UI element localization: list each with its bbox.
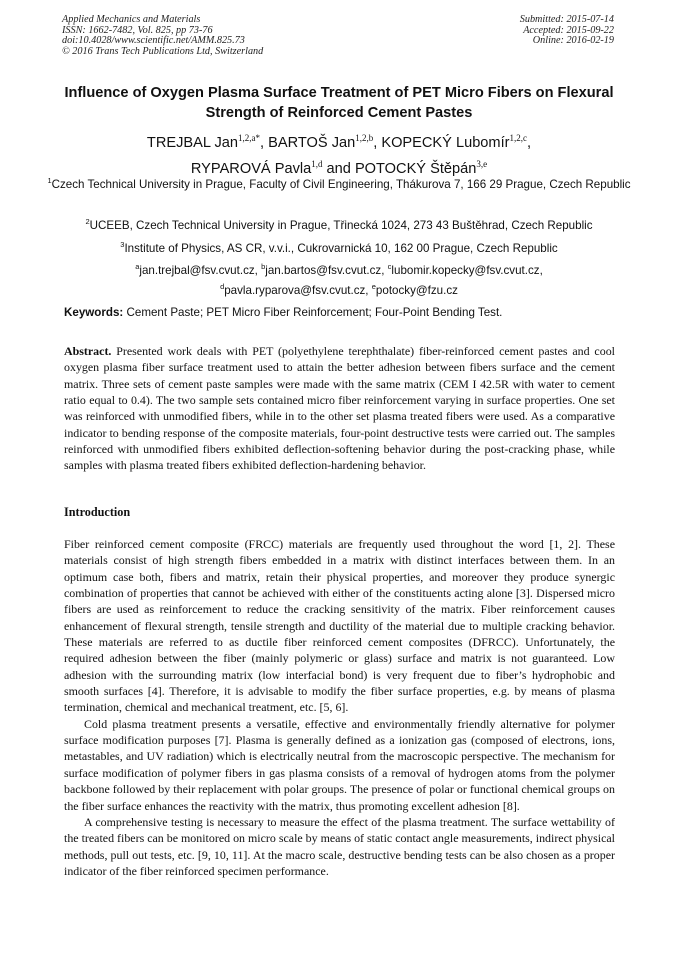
author-affiliation-marker: 1,2,b <box>355 133 374 143</box>
abstract <box>64 343 615 474</box>
introduction-body <box>64 536 615 879</box>
author-emails: $^a$jan.trejbal@fsv.cvut.cz, $^b$jan.bartos@fsv.cvut.cz, $^c$lubomir.kopecky@fsv.cvut.cz, $^d$pavla.ryparova@fsv.cvut.cz, $^e$potocky@fzu.cz <box>135 262 543 297</box>
author-affiliation-marker: 3,e <box>476 159 488 170</box>
paragraph: Fiber reinforced cement composite (FRCC) materials are frequently used throughout the word [1, 2]. These materials consist of high strength fibers embedded in a matrix with distinct interfaces between them. In an optimum case both, fibers and matrix, retain their physical properties, and moreover they produce synergic combination of properties that cannot be achieved with either of the constituents acting alone [3]. Dispersed micro fibers are used as reinforcement to reduce the cracking sensitivity of the matrix. Fiber reinforcement causes enhancement of flexural strength, tensile strength and ductility of the material due to multiple cracking behavior. These materials are referred to as ductile fiber reinforced cement composites (DFRCC). Unfortunately, the required adhesion between the fiber (mainly polymeric or glass) surface and matrix is not guaranteed. Low adhesion with the surrounding matrix (low interfacial bond) is very frequent due to fiber’s hydrophobic and smooth surfaces [4]. Therefore, it is advisable to modify the fiber surface properties, e.g. by means of plasma termination, chemical and mechanical treatment, etc. [5, 6]. <box>64 537 615 715</box>
issn-line: ISSN: 1662-7482, Vol. 825, pp 73-76 <box>62 24 213 36</box>
accepted-date: Accepted: 2015-09-22 <box>523 24 614 36</box>
abstract-label: Abstract. <box>64 344 112 358</box>
section-heading-introduction: Introduction <box>64 505 131 519</box>
author-name: TREJBAL Jan <box>146 134 239 151</box>
author-affiliation-marker: 1,2,a* <box>238 133 261 143</box>
publication-dates <box>520 15 614 47</box>
email-link[interactable]: lubomir.kopecky@fsv.cvut.cz, <box>391 263 543 277</box>
author-name: BARTOŠ Jan <box>268 134 356 151</box>
email-link[interactable]: potocky@fzu.cz <box>375 283 458 297</box>
keywords <box>64 305 616 320</box>
journal-info <box>62 15 263 57</box>
affiliation-1: $^1$Czech Technical University in Prague, Faculty of Civil Engineering, Thákurova 7, 166 29 Prague, Czech Republic <box>47 176 631 191</box>
author-name: RYPAROVÁ Pavla <box>190 161 312 178</box>
email-link[interactable]: jan.bartos@fsv.cvut.cz, <box>265 263 388 277</box>
email-link[interactable]: jan.trejbal@fsv.cvut.cz, <box>139 263 262 277</box>
paper-title: Influence of Oxygen Plasma Surface Treatment of PET Micro Fibers on Flexural Strength of Reinforced Cement Pastes <box>64 85 614 121</box>
author-affiliation-marker: 1,d <box>311 159 323 170</box>
submitted-date: Submitted: 2015-07-14 <box>519 14 614 25</box>
doi-line[interactable]: doi:10.4028/www.scientific.net/AMM.825.73 <box>62 35 245 47</box>
affiliation-2: $^2$UCEEB, Czech Technical University in Prague, Třinecká 1024, 273 43 Buštěhrad, Czech Republic <box>85 217 593 232</box>
author-name: POTOCKÝ Štěpán <box>354 161 477 178</box>
paragraph: Cold plasma treatment presents a versatile, effective and environmentally friendly alternative for polymer surface modification purposes [7]. Plasma is generally defined as a ionization gas (composed of electrons, ions, metastables, and UV radiation) which is electrically neutral from the macroscopic perspective. The mechanism for surface modification of polymer fibers in gas plasma consists of a removal of hydrogen atoms from the polymer backbone followed by their replacement with polar groups. The presence of polar or functional chemical groups on the fiber surface enhances the reactivity with the matrix, thus promoting excellent adhesion [8]. <box>64 716 615 813</box>
journal-name: Applied Mechanics and Materials <box>62 14 201 25</box>
email-link[interactable]: pavla.ryparova@fsv.cvut.cz, <box>224 283 372 297</box>
copyright-line: © 2016 Trans Tech Publications Ltd, Switzerland <box>62 45 264 57</box>
paragraph: A comprehensive testing is necessary to measure the effect of the plasma treatment. The surface wettability of the treated fibers can be monitored on micro scale by means of static contact angle measurements, indirect physical methods, pull out tests, etc. [9, 10, 11]. At the macro scale, destructive bending tests can be also chosen as a proper indicator of the fiber reinforced specimen performance. <box>64 814 615 878</box>
author-affiliation-marker: 1,2,c <box>509 133 527 143</box>
author-list: TREJBAL Jan$^{1,2,a*}$, BARTOŠ Jan$^{1,2,b}$, KOPECKÝ Lubomír$^{1,2,c}$, RYPAROVÁ Pavla$^{1,d}$ and POTOCKÝ Štěpán$^{3,e}$ <box>146 133 532 178</box>
online-date: Online: 2016-02-19 <box>532 35 614 47</box>
keywords-label: Keywords: <box>64 306 124 319</box>
author-name: KOPECKÝ Lubomír <box>381 134 510 151</box>
affiliation-3: $^3$Institute of Physics, AS CR, v.v.i., Cukrovarnická 10, 162 00 Prague, Czech Republic <box>120 240 558 255</box>
keywords-text: Cement Paste; PET Micro Fiber Reinforcement; Four-Point Bending Test. <box>123 306 503 319</box>
abstract-text: Presented work deals with PET (polyethylene terephthalate) fiber-reinforced cement pastes and cool oxygen plasma fiber surface treatment used to attain the better adhesion between fibers surface and the cement matrix. Three sets of cement paste samples were made with the same matrix (CEM I 42.5R with water to cement ratio equal to 0.4). The two sample sets contained micro fiber reinforcement varying in surface properties. One set was reinforced with unmodified fibers, while in to the other set plasma treated fibers were used. As a comparative indicator to bending response of the composite materials, four-point destructive tests were carried out. The samples reinforced with unmodified fibers exhibited deflection-softening behavior during the post-cracking phase, while samples with plasma treated fibers exhibited deflection-hardening behavior. <box>64 344 615 473</box>
